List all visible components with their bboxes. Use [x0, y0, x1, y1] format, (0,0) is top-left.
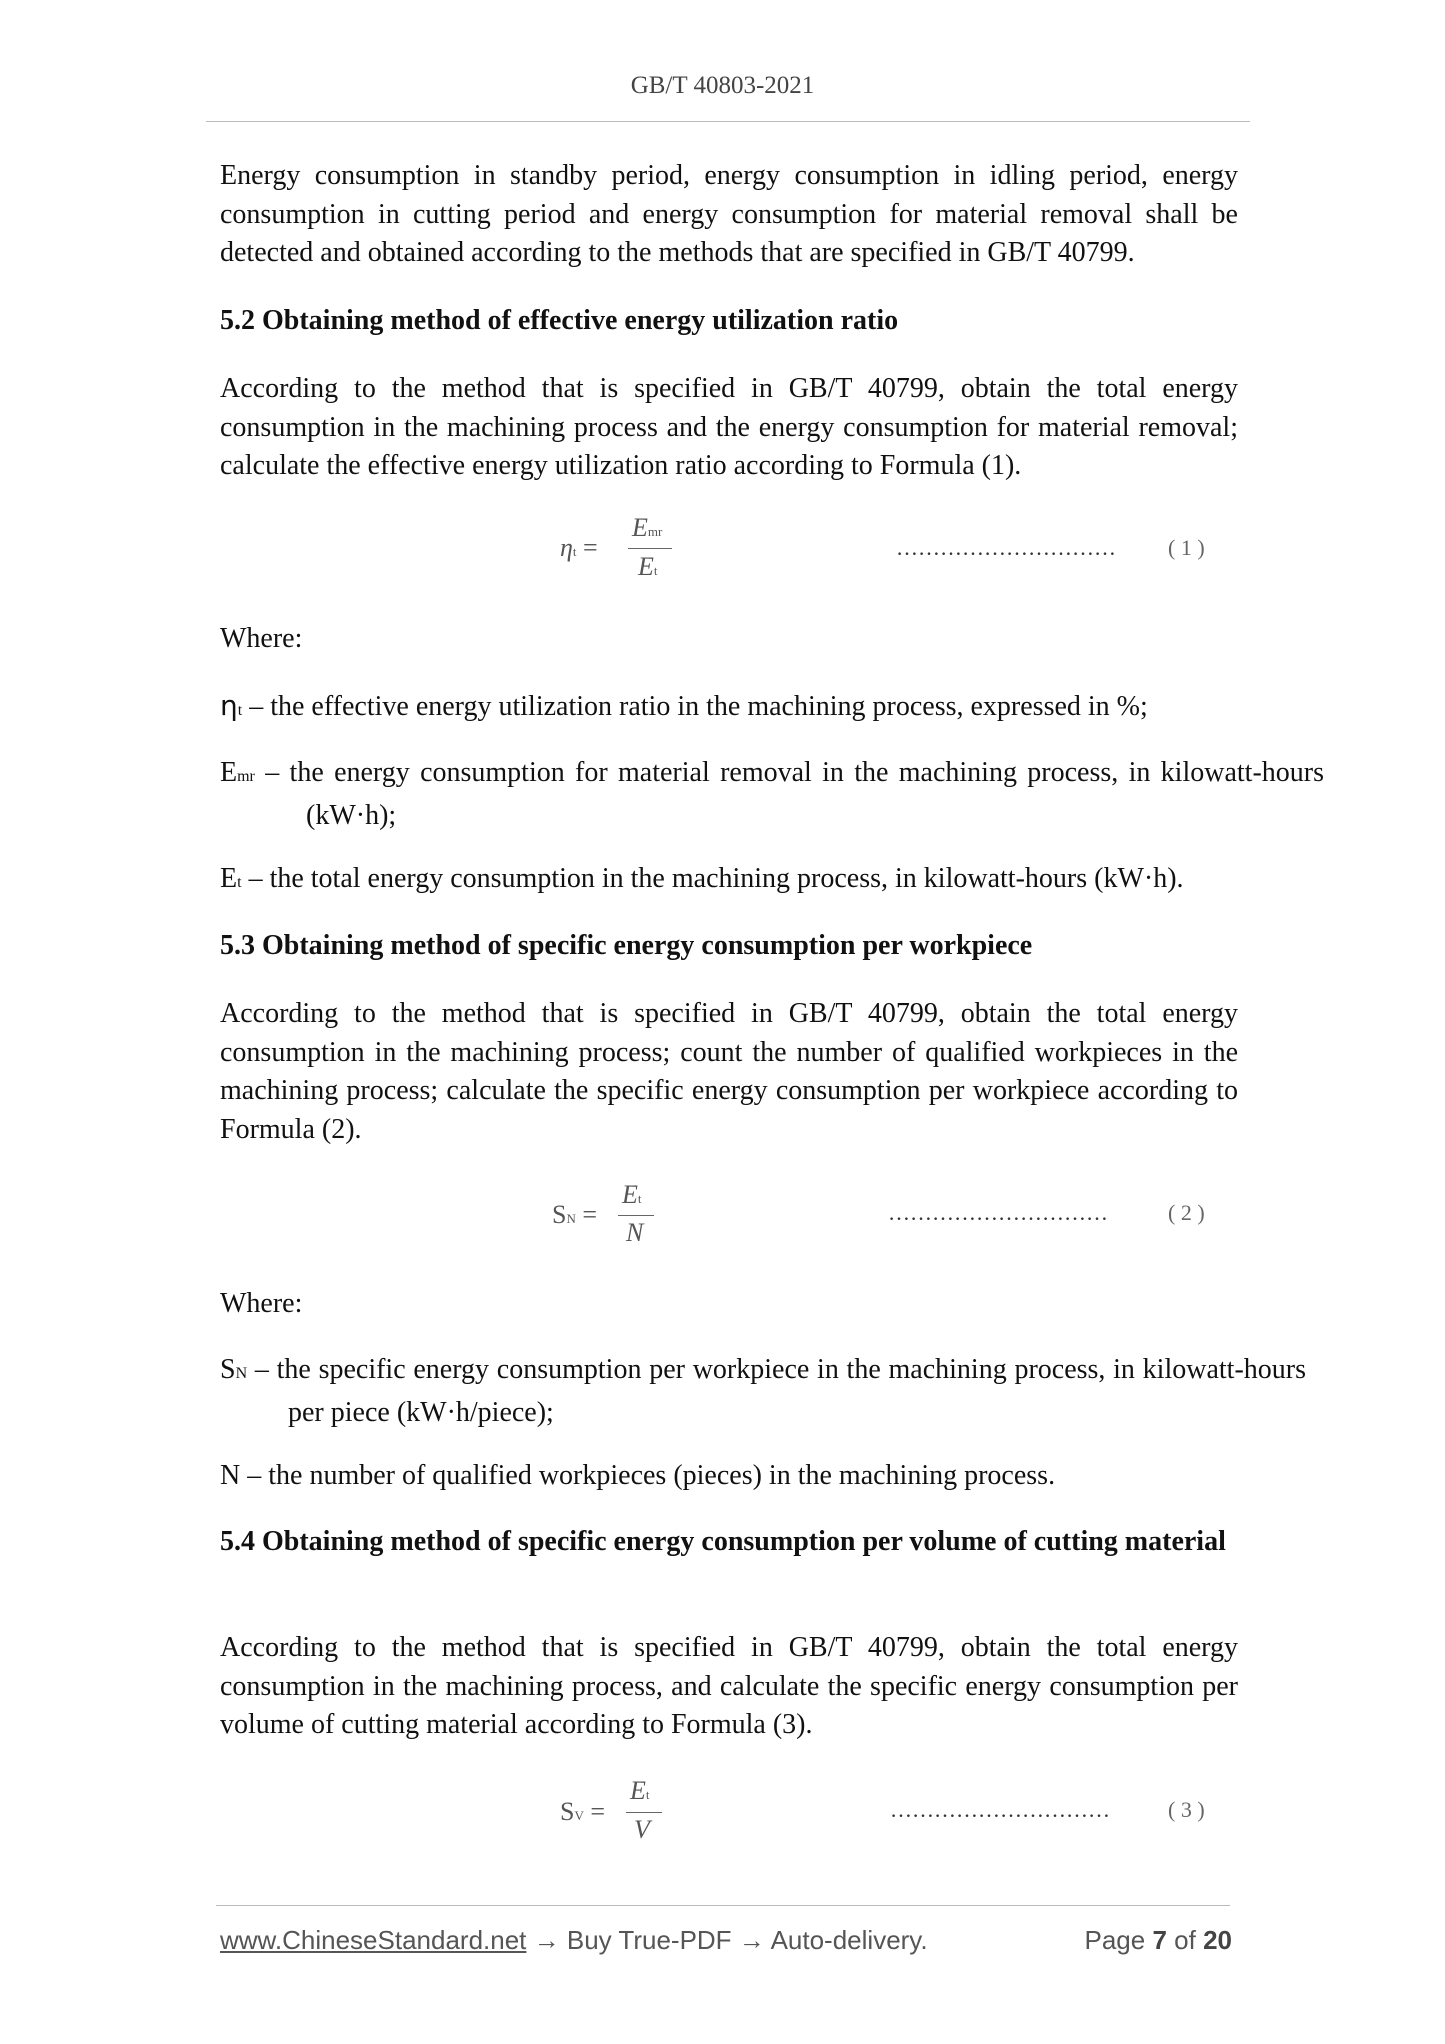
formula-3-lhs: SV =: [560, 1797, 606, 1826]
section-5-4-heading: 5.4 Obtaining method of specific energy consumption per volume of cutting material: [220, 1526, 1226, 1557]
definition-eta-t: ηt – the effective energy utilization ratio in the machining process, expressed in %;: [220, 689, 1148, 722]
section-5-3-paragraph: According to the method that is specified in GB/T 40799, obtain the total energy consumption in the machining process; count the number of qualified workpieces in the machining process; calculate the specific energy consumption per workpiece according to Formula (2).: [220, 998, 1238, 1145]
footer-tagline: → Buy True-PDF → Auto-delivery.: [526, 1925, 928, 1955]
formula-2-numerator: Et: [622, 1180, 642, 1209]
formula-1-denominator: Et: [638, 552, 658, 581]
footer-divider: [216, 1905, 1230, 1906]
formula-3-numerator: Et: [630, 1776, 650, 1805]
formula-1-fraction-bar: [628, 548, 672, 549]
formula-2-leader-dots: …………………………: [888, 1200, 1108, 1225]
chinese-standard-link[interactable]: www.ChineseStandard.net: [220, 1925, 527, 1955]
formula-1-number: ( 1 ): [1168, 535, 1205, 560]
definition-s-n: SN – the specific energy consumption per workpiece in the machining process, in kilowatt-hours per piece (kW·h/piece);: [220, 1354, 1306, 1428]
page-footer: [220, 1925, 1232, 1965]
definition-e-mr: Emr – the energy consumption for material removal in the machining process, in kilowatt-hours (kW·h);: [220, 757, 1324, 831]
formula-2-denominator: N: [626, 1218, 644, 1247]
document-code-header: GB/T 40803-2021: [630, 72, 815, 99]
formula-3-leader-dots: …………………………: [890, 1797, 1110, 1822]
formula-2-fraction-bar: [618, 1215, 654, 1216]
formula-2-number: ( 2 ): [1168, 1200, 1205, 1225]
section-5-4-paragraph: According to the method that is specified in GB/T 40799, obtain the total energy consumption in the machining process, and calculate the specific energy consumption per volume of cutting material according to Formula (3).: [220, 1632, 1238, 1740]
formula-1-leader-dots: …………………………: [896, 535, 1116, 560]
section-5-2-paragraph: According to the method that is specified in GB/T 40799, obtain the total energy consumption in the machining process and the energy consumption for material removal; calculate the effective energy utilization ratio according to Formula (1).: [220, 373, 1238, 481]
section-5-3-heading: 5.3 Obtaining method of specific energy consumption per workpiece: [220, 930, 1033, 961]
page-indicator: Page 7 of 20: [1084, 1925, 1232, 1955]
total-pages-number: 20: [1203, 1925, 1232, 1955]
intro-paragraph: Energy consumption in standby period, energy consumption in idling period, energy consumption in cutting period and energy consumption for material removal shall be detected and obtained according to the methods that are specified in GB/T 40799.: [220, 160, 1238, 268]
formula-3-denominator: V: [634, 1815, 650, 1844]
definition-e-t: Et – the total energy consumption in the machining process, in kilowatt-hours (kW·h).: [220, 863, 1184, 894]
where-label-2: Where:: [220, 1288, 303, 1319]
formula-2-lhs: SN =: [552, 1200, 598, 1229]
definition-n: N – the number of qualified workpieces (pieces) in the machining process.: [220, 1460, 1056, 1491]
formula-3-number: ( 3 ): [1168, 1797, 1205, 1822]
header-divider: [206, 121, 1250, 122]
where-label-1: Where:: [220, 623, 303, 654]
formula-3-fraction-bar: [626, 1812, 662, 1813]
formula-1-numerator: Emr: [632, 513, 663, 542]
section-5-2-heading: 5.2 Obtaining method of effective energy utilization ratio: [220, 305, 899, 336]
current-page-number: 7: [1152, 1925, 1167, 1955]
formula-1-lhs: ηt =: [560, 533, 598, 562]
